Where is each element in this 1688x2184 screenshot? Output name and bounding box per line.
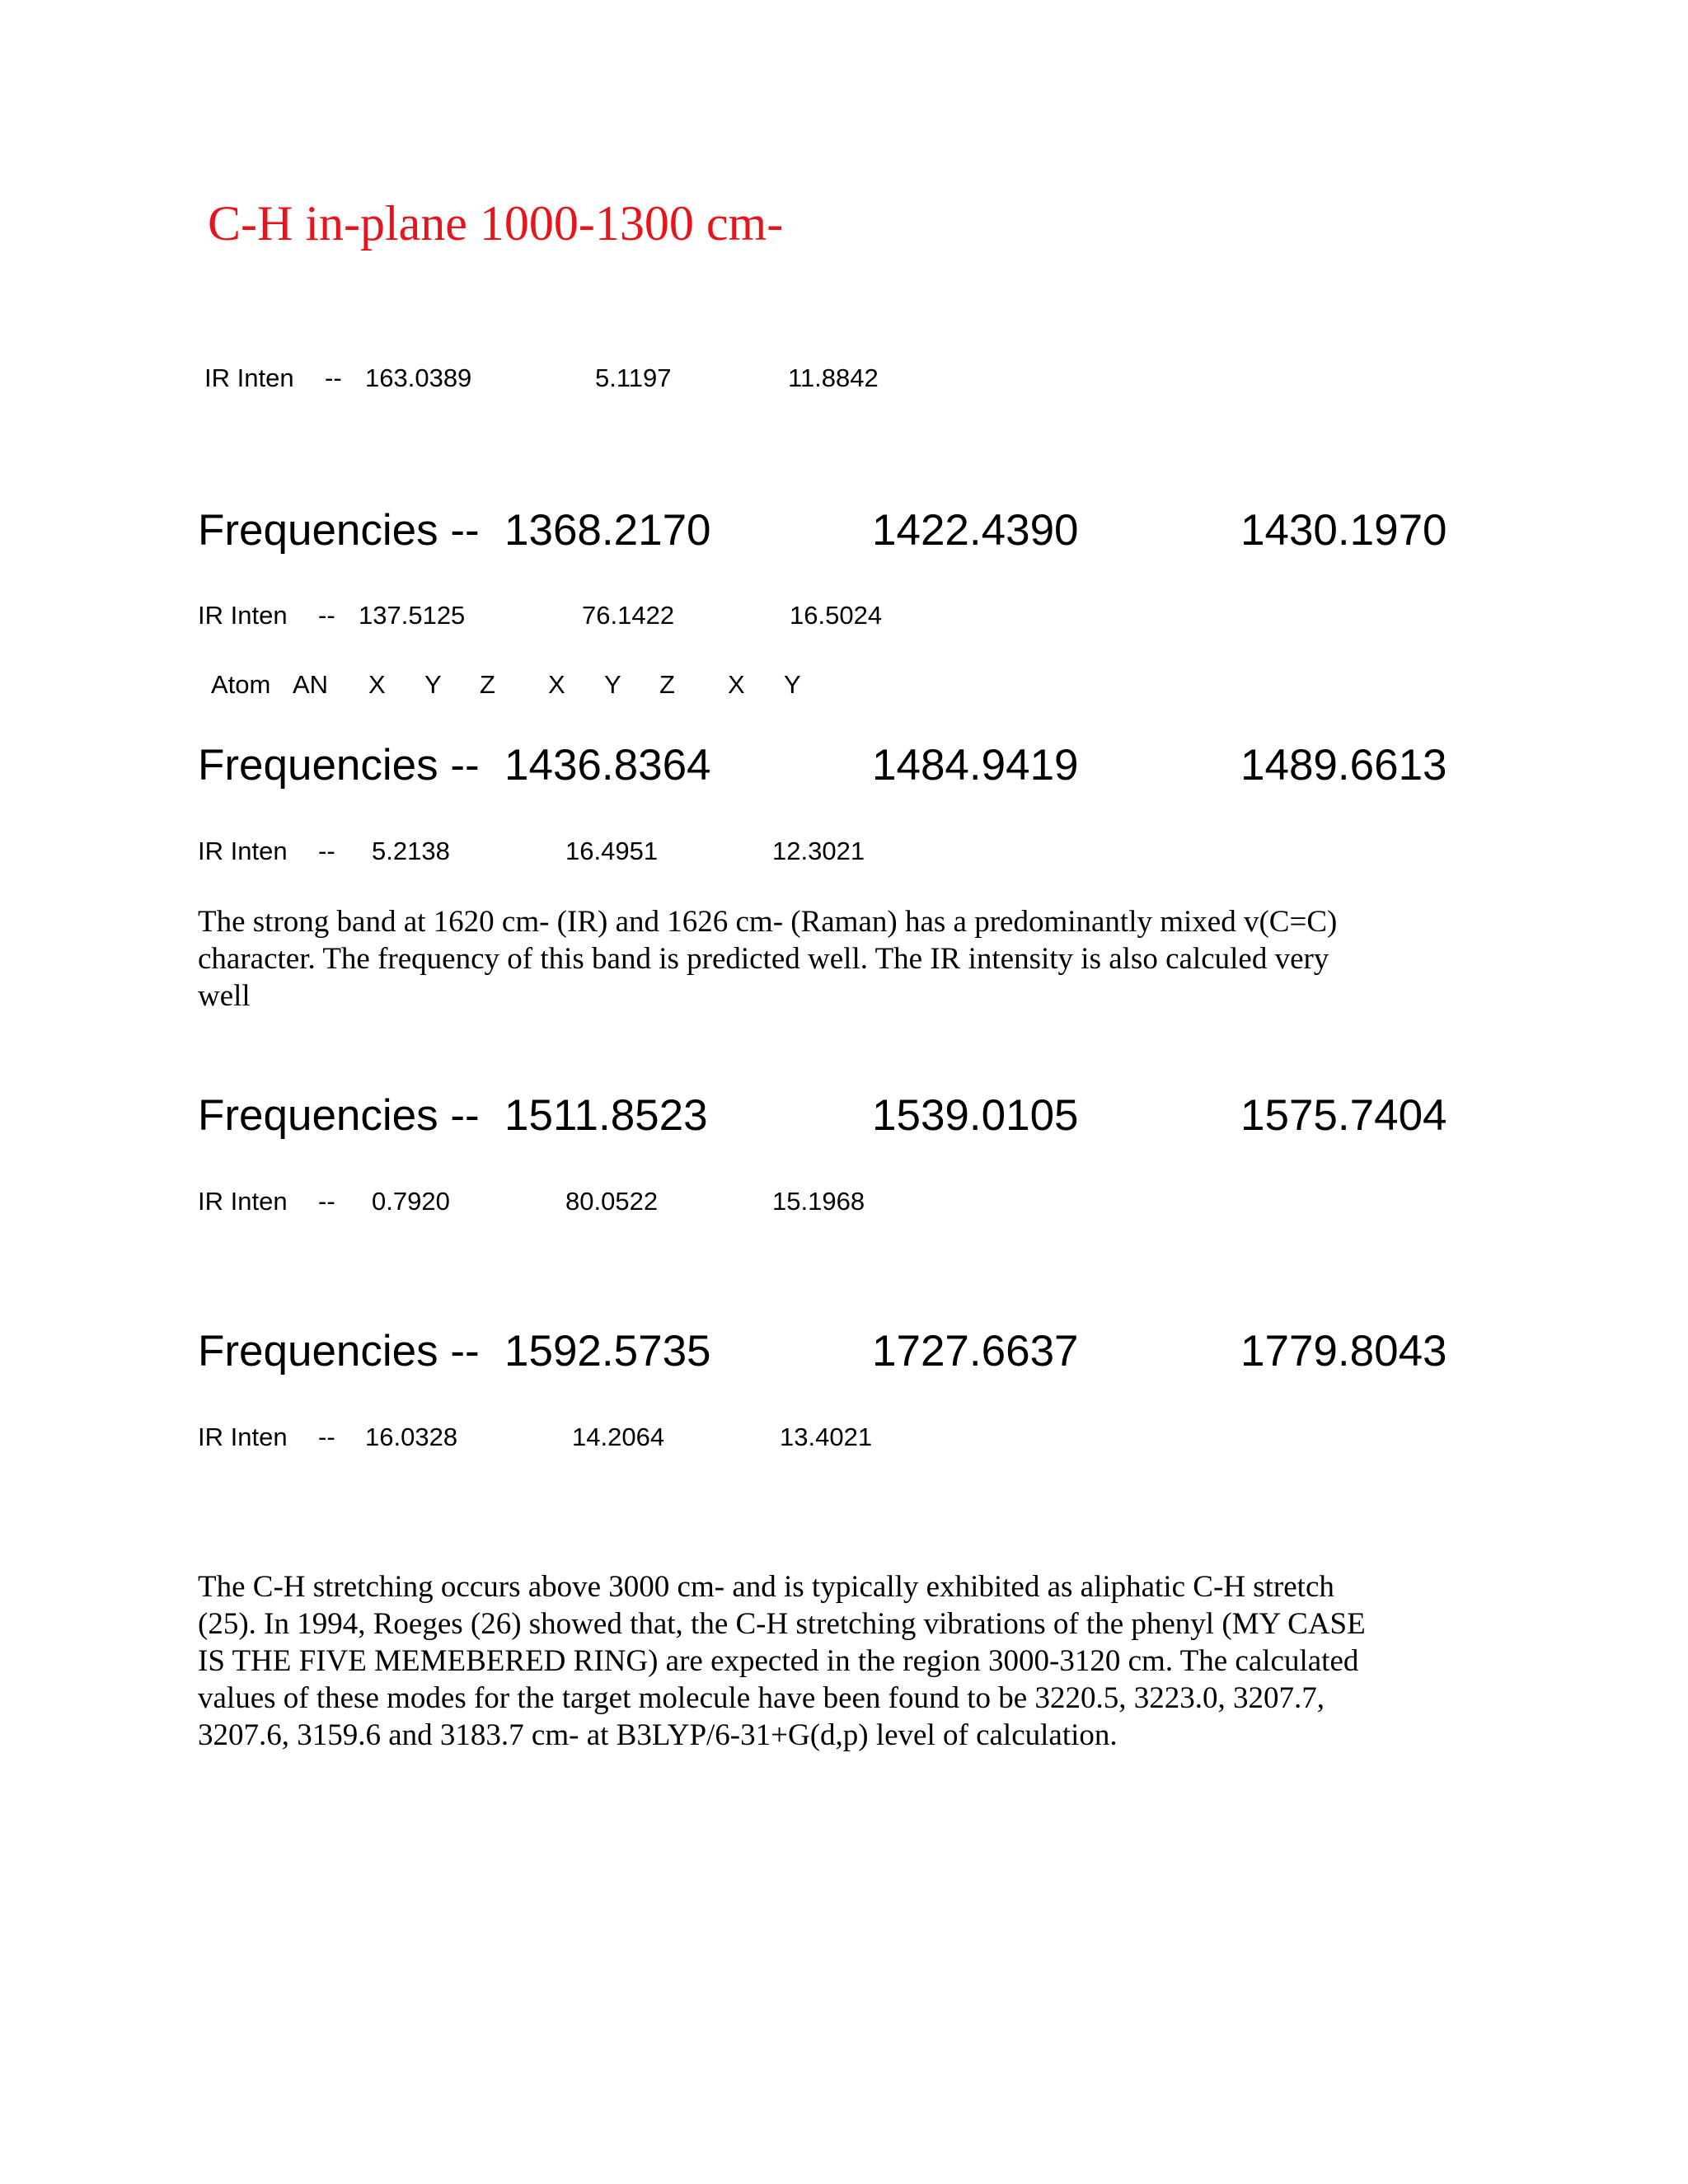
frequency-value: 1484.9419: [872, 741, 1079, 790]
paragraph-line: IS THE FIVE MEMEBERED RING) are expected in the region 3000-3120 cm. The calculated: [198, 1644, 1359, 1678]
ir-intensity-row: [0, 1421, 1688, 1479]
paragraph-line: (25). In 1994, Roeges (26) showed that, the C-H stretching vibrations of the phenyl (MY CASE: [198, 1607, 1366, 1641]
coord-label: Y: [604, 670, 621, 699]
frequencies-label: Frequencies --: [198, 741, 480, 790]
ir-separator: --: [325, 363, 342, 392]
frequencies-row: [0, 739, 1688, 797]
frequencies-label: Frequencies --: [198, 1091, 480, 1140]
frequency-value: 1368.2170: [504, 506, 711, 555]
frequencies-row: [0, 1090, 1688, 1147]
coord-label: X: [368, 670, 386, 699]
paragraph-line: character. The frequency of this band is predicted well. The IR intensity is also calculed very: [198, 942, 1329, 976]
ir-value: 80.0522: [565, 1187, 659, 1216]
coord-label: Z: [659, 670, 675, 699]
section-title: C-H in-plane 1000-1300 cm-: [208, 196, 784, 251]
ir-value: 16.5024: [790, 601, 883, 630]
frequencies-row: [0, 504, 1688, 562]
ir-value: 16.0328: [365, 1422, 458, 1451]
frequency-value: 1430.1970: [1240, 506, 1447, 555]
ir-label: IR Inten: [198, 1187, 288, 1216]
paragraph-c-c-band: [198, 903, 1484, 1015]
frequency-value: 1489.6613: [1240, 741, 1447, 790]
ir-value: 16.4951: [565, 837, 659, 865]
frequency-value: 1436.8364: [504, 741, 711, 790]
ir-intensity-row: [0, 362, 1688, 419]
an-label: AN: [293, 670, 329, 699]
paragraph-c-h-stretching: [198, 1568, 1484, 1754]
ir-intensity-row: [0, 599, 1688, 657]
paragraph-line: well: [198, 979, 251, 1013]
ir-value: 12.3021: [772, 837, 865, 865]
ir-label: IR Inten: [198, 1422, 288, 1451]
frequencies-label: Frequencies --: [198, 1327, 480, 1376]
frequency-value: 1779.8043: [1240, 1327, 1447, 1376]
ir-value: 76.1422: [582, 601, 675, 630]
frequency-value: 1511.8523: [504, 1091, 708, 1140]
ir-separator: --: [318, 1187, 335, 1216]
ir-value: 5.1197: [595, 363, 672, 392]
frequency-value: 1575.7404: [1240, 1091, 1447, 1140]
ir-value: 0.7920: [372, 1187, 450, 1216]
ir-value: 14.2064: [572, 1422, 665, 1451]
coord-label: Y: [424, 670, 442, 699]
coord-label: X: [728, 670, 745, 699]
frequency-value: 1539.0105: [872, 1091, 1079, 1140]
paragraph-line: 3207.6, 3159.6 and 3183.7 cm- at B3LYP/6-31+G(d,p) level of calculation.: [198, 1718, 1118, 1752]
frequencies-row: [0, 1325, 1688, 1383]
coord-label: Y: [784, 670, 801, 699]
ir-value: 15.1968: [772, 1187, 865, 1216]
paragraph-line: The strong band at 1620 cm- (IR) and 1626 cm- (Raman) has a predominantly mixed v(C=C): [198, 905, 1338, 939]
ir-intensity-row: [0, 835, 1688, 893]
ir-value: 163.0389: [365, 363, 472, 392]
ir-separator: --: [318, 1422, 335, 1451]
coord-label: Z: [480, 670, 495, 699]
paragraph-line: The C-H stretching occurs above 3000 cm- and is typically exhibited as aliphatic C-H stretch: [198, 1570, 1334, 1604]
ir-separator: --: [318, 837, 335, 865]
frequency-value: 1727.6637: [872, 1327, 1079, 1376]
paragraph-line: values of these modes for the target molecule have been found to be 3220.5, 3223.0, 3207.7,: [198, 1681, 1325, 1715]
coord-label: X: [548, 670, 565, 699]
ir-intensity-row: [0, 1185, 1688, 1243]
frequency-value: 1592.5735: [504, 1327, 711, 1376]
frequencies-label: Frequencies --: [198, 506, 480, 555]
frequency-value: 1422.4390: [872, 506, 1079, 555]
ir-value: 5.2138: [372, 837, 450, 865]
ir-label: IR Inten: [204, 363, 294, 392]
ir-separator: --: [318, 601, 335, 630]
ir-label: IR Inten: [198, 601, 288, 630]
atom-label: Atom: [211, 670, 271, 699]
ir-label: IR Inten: [198, 837, 288, 865]
ir-value: 137.5125: [359, 601, 466, 630]
ir-value: 11.8842: [788, 363, 879, 392]
atom-header-row: [0, 668, 1688, 726]
ir-value: 13.4021: [780, 1422, 873, 1451]
